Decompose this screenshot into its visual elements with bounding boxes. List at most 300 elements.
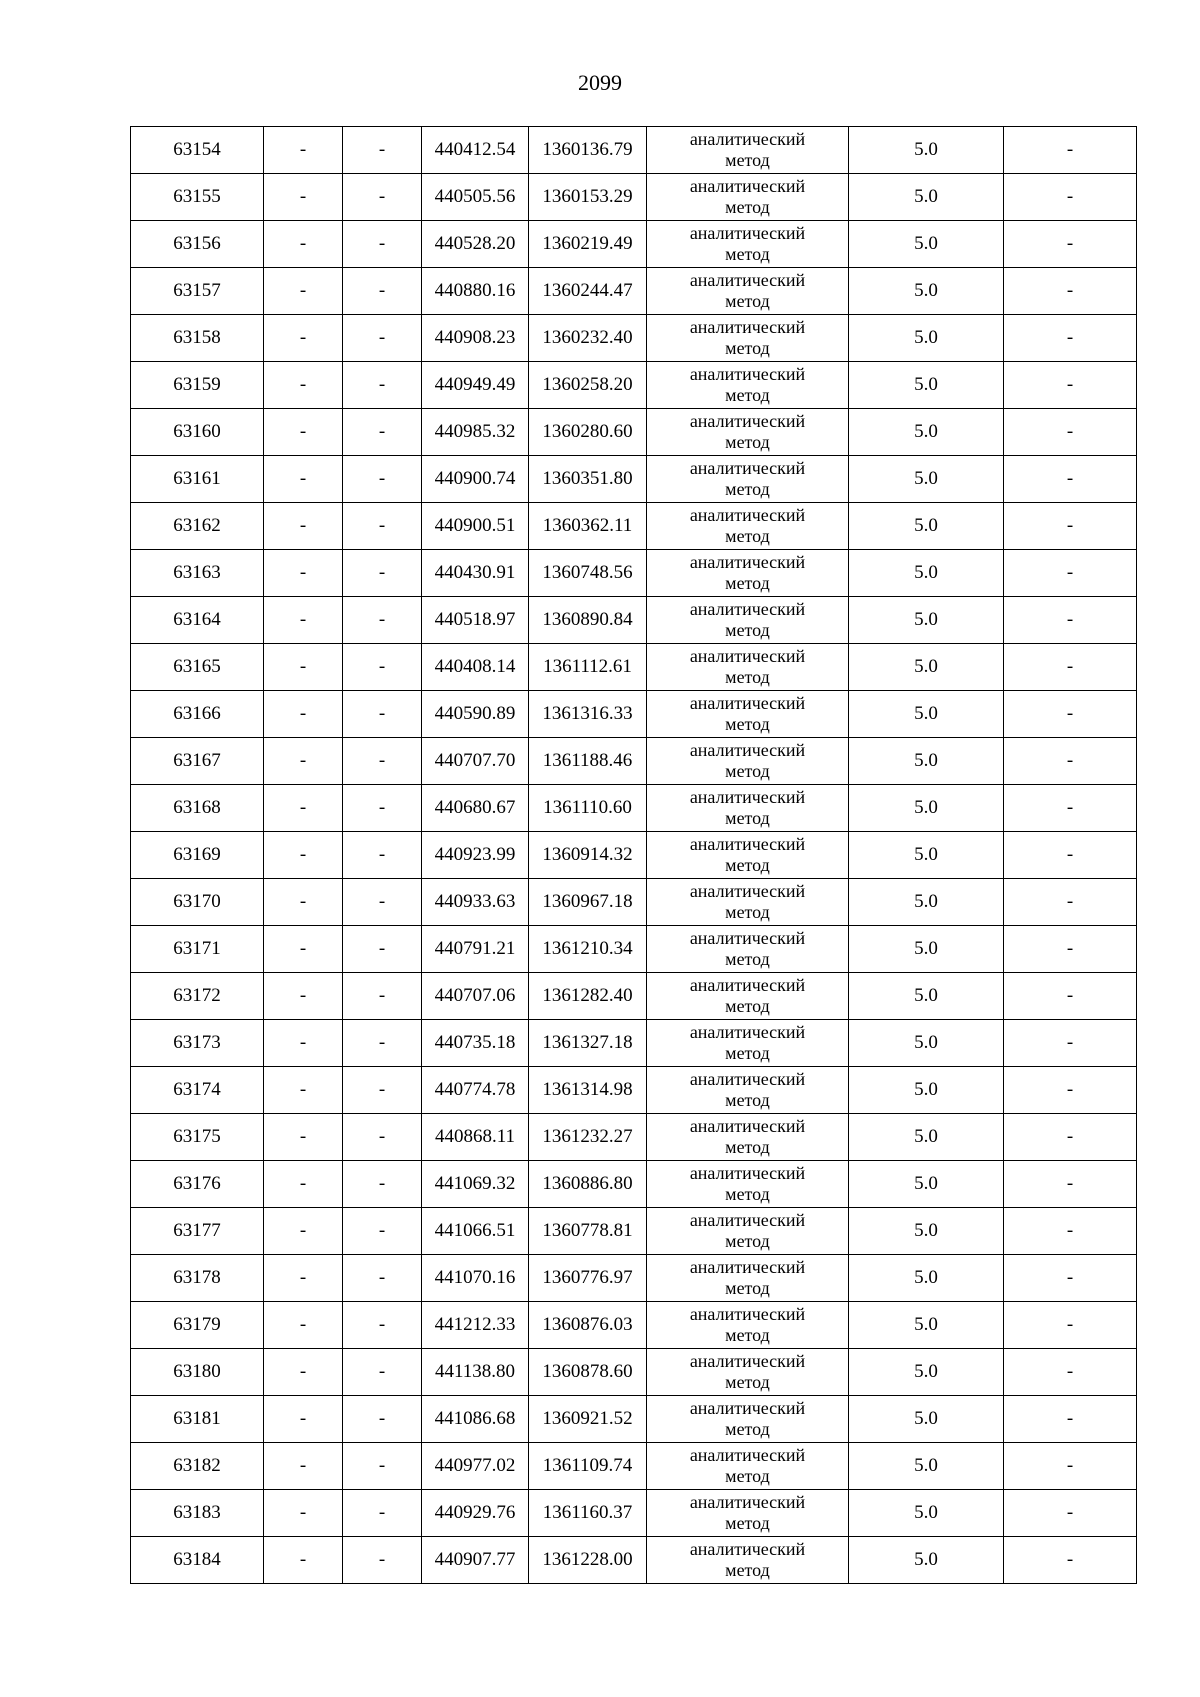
table-row: [131, 644, 1137, 691]
empty-value-cell: -: [264, 1114, 343, 1161]
table-row: [131, 1396, 1137, 1443]
method-cell: [647, 315, 849, 362]
coordinates-table: [130, 126, 1137, 1584]
empty-value-cell: -: [264, 456, 343, 503]
empty-value-cell: -: [264, 221, 343, 268]
accuracy-cell: 5.0: [849, 1490, 1004, 1537]
method-cell: [647, 127, 849, 174]
table-row: [131, 926, 1137, 973]
method-line-1: аналитический: [689, 1257, 806, 1277]
point-id-cell: 63166: [131, 691, 264, 738]
y-coordinate-cell: 1361314.98: [529, 1067, 647, 1114]
method-cell: [647, 456, 849, 503]
accuracy-cell: 5.0: [849, 926, 1004, 973]
empty-value-cell: -: [264, 362, 343, 409]
point-id-cell: 63173: [131, 1020, 264, 1067]
empty-value-cell: -: [1004, 691, 1137, 738]
empty-value-cell: -: [264, 268, 343, 315]
empty-value-cell: -: [343, 1255, 422, 1302]
y-coordinate-cell: 1360153.29: [529, 174, 647, 221]
empty-value-cell: -: [1004, 268, 1137, 315]
accuracy-cell: 5.0: [849, 691, 1004, 738]
table-row: [131, 1302, 1137, 1349]
method-cell: [647, 550, 849, 597]
method-line-2: метод: [725, 855, 770, 875]
y-coordinate-cell: 1361109.74: [529, 1443, 647, 1490]
accuracy-cell: 5.0: [849, 597, 1004, 644]
empty-value-cell: -: [1004, 1161, 1137, 1208]
accuracy-cell: 5.0: [849, 1349, 1004, 1396]
empty-value-cell: -: [264, 973, 343, 1020]
empty-value-cell: -: [264, 550, 343, 597]
table-row: [131, 1443, 1137, 1490]
table-row: [131, 785, 1137, 832]
accuracy-cell: 5.0: [849, 973, 1004, 1020]
accuracy-cell: 5.0: [849, 268, 1004, 315]
accuracy-cell: 5.0: [849, 1114, 1004, 1161]
x-coordinate-cell: 440528.20: [422, 221, 529, 268]
empty-value-cell: -: [343, 1396, 422, 1443]
x-coordinate-cell: 440505.56: [422, 174, 529, 221]
accuracy-cell: 5.0: [849, 409, 1004, 456]
empty-value-cell: -: [343, 926, 422, 973]
point-id-cell: 63163: [131, 550, 264, 597]
empty-value-cell: -: [1004, 832, 1137, 879]
method-line-2: метод: [725, 197, 770, 217]
method-line-2: метод: [725, 1090, 770, 1110]
empty-value-cell: -: [1004, 456, 1137, 503]
empty-value-cell: -: [1004, 1349, 1137, 1396]
y-coordinate-cell: 1360748.56: [529, 550, 647, 597]
empty-value-cell: -: [264, 832, 343, 879]
method-line-1: аналитический: [689, 552, 806, 572]
method-line-1: аналитический: [689, 176, 806, 196]
x-coordinate-cell: 440774.78: [422, 1067, 529, 1114]
empty-value-cell: -: [343, 1067, 422, 1114]
x-coordinate-cell: 441138.80: [422, 1349, 529, 1396]
y-coordinate-cell: 1361210.34: [529, 926, 647, 973]
point-id-cell: 63174: [131, 1067, 264, 1114]
method-cell: [647, 738, 849, 785]
empty-value-cell: -: [343, 362, 422, 409]
empty-value-cell: -: [1004, 127, 1137, 174]
table-row: [131, 1255, 1137, 1302]
point-id-cell: 63181: [131, 1396, 264, 1443]
point-id-cell: 63175: [131, 1114, 264, 1161]
method-line-2: метод: [725, 1419, 770, 1439]
x-coordinate-cell: 441212.33: [422, 1302, 529, 1349]
point-id-cell: 63178: [131, 1255, 264, 1302]
accuracy-cell: 5.0: [849, 503, 1004, 550]
empty-value-cell: -: [264, 1020, 343, 1067]
y-coordinate-cell: 1360219.49: [529, 221, 647, 268]
table-row: [131, 973, 1137, 1020]
x-coordinate-cell: 440929.76: [422, 1490, 529, 1537]
empty-value-cell: -: [343, 221, 422, 268]
table-row: [131, 1067, 1137, 1114]
method-line-1: аналитический: [689, 505, 806, 525]
y-coordinate-cell: 1360136.79: [529, 127, 647, 174]
method-line-1: аналитический: [689, 223, 806, 243]
accuracy-cell: 5.0: [849, 738, 1004, 785]
empty-value-cell: -: [264, 1255, 343, 1302]
method-cell: [647, 1020, 849, 1067]
method-line-2: метод: [725, 1513, 770, 1533]
point-id-cell: 63177: [131, 1208, 264, 1255]
table-row: [131, 127, 1137, 174]
method-line-1: аналитический: [689, 599, 806, 619]
table-row: [131, 174, 1137, 221]
empty-value-cell: -: [264, 409, 343, 456]
empty-value-cell: -: [1004, 1302, 1137, 1349]
table-row: [131, 832, 1137, 879]
method-line-2: метод: [725, 526, 770, 546]
empty-value-cell: -: [1004, 879, 1137, 926]
point-id-cell: 63169: [131, 832, 264, 879]
x-coordinate-cell: 440949.49: [422, 362, 529, 409]
method-cell: [647, 926, 849, 973]
method-line-1: аналитический: [689, 1069, 806, 1089]
accuracy-cell: 5.0: [849, 879, 1004, 926]
accuracy-cell: 5.0: [849, 456, 1004, 503]
method-line-2: метод: [725, 1560, 770, 1580]
point-id-cell: 63160: [131, 409, 264, 456]
method-cell: [647, 1208, 849, 1255]
table-row: [131, 1161, 1137, 1208]
table-row: [131, 315, 1137, 362]
method-line-1: аналитический: [689, 270, 806, 290]
method-cell: [647, 268, 849, 315]
empty-value-cell: -: [343, 1490, 422, 1537]
x-coordinate-cell: 440900.74: [422, 456, 529, 503]
x-coordinate-cell: 440868.11: [422, 1114, 529, 1161]
point-id-cell: 63157: [131, 268, 264, 315]
point-id-cell: 63162: [131, 503, 264, 550]
empty-value-cell: -: [343, 691, 422, 738]
point-id-cell: 63168: [131, 785, 264, 832]
table-row: [131, 268, 1137, 315]
empty-value-cell: -: [343, 1537, 422, 1584]
empty-value-cell: -: [1004, 973, 1137, 1020]
x-coordinate-cell: 440791.21: [422, 926, 529, 973]
empty-value-cell: -: [343, 268, 422, 315]
empty-value-cell: -: [264, 691, 343, 738]
y-coordinate-cell: 1360890.84: [529, 597, 647, 644]
method-line-2: метод: [725, 808, 770, 828]
method-cell: [647, 362, 849, 409]
method-line-2: метод: [725, 338, 770, 358]
empty-value-cell: -: [343, 644, 422, 691]
empty-value-cell: -: [1004, 597, 1137, 644]
empty-value-cell: -: [264, 926, 343, 973]
x-coordinate-cell: 440900.51: [422, 503, 529, 550]
method-line-1: аналитический: [689, 881, 806, 901]
empty-value-cell: -: [343, 1208, 422, 1255]
accuracy-cell: 5.0: [849, 1302, 1004, 1349]
method-line-1: аналитический: [689, 1116, 806, 1136]
accuracy-cell: 5.0: [849, 1161, 1004, 1208]
empty-value-cell: -: [264, 1537, 343, 1584]
empty-value-cell: -: [343, 597, 422, 644]
method-line-2: метод: [725, 432, 770, 452]
method-cell: [647, 879, 849, 926]
accuracy-cell: 5.0: [849, 315, 1004, 362]
method-line-1: аналитический: [689, 1398, 806, 1418]
table-row: [131, 879, 1137, 926]
empty-value-cell: -: [343, 1443, 422, 1490]
y-coordinate-cell: 1361327.18: [529, 1020, 647, 1067]
empty-value-cell: -: [343, 550, 422, 597]
empty-value-cell: -: [264, 1396, 343, 1443]
y-coordinate-cell: 1360362.11: [529, 503, 647, 550]
method-line-2: метод: [725, 996, 770, 1016]
method-cell: [647, 1349, 849, 1396]
accuracy-cell: 5.0: [849, 1396, 1004, 1443]
point-id-cell: 63176: [131, 1161, 264, 1208]
point-id-cell: 63184: [131, 1537, 264, 1584]
method-line-1: аналитический: [689, 928, 806, 948]
y-coordinate-cell: 1360258.20: [529, 362, 647, 409]
empty-value-cell: -: [1004, 362, 1137, 409]
empty-value-cell: -: [264, 597, 343, 644]
method-line-2: метод: [725, 761, 770, 781]
y-coordinate-cell: 1361232.27: [529, 1114, 647, 1161]
accuracy-cell: 5.0: [849, 1537, 1004, 1584]
accuracy-cell: 5.0: [849, 832, 1004, 879]
empty-value-cell: -: [264, 127, 343, 174]
accuracy-cell: 5.0: [849, 362, 1004, 409]
point-id-cell: 63183: [131, 1490, 264, 1537]
empty-value-cell: -: [264, 1302, 343, 1349]
y-coordinate-cell: 1361228.00: [529, 1537, 647, 1584]
empty-value-cell: -: [264, 1161, 343, 1208]
x-coordinate-cell: 440985.32: [422, 409, 529, 456]
empty-value-cell: -: [343, 1302, 422, 1349]
method-line-1: аналитический: [689, 1539, 806, 1559]
method-cell: [647, 1255, 849, 1302]
method-line-2: метод: [725, 1137, 770, 1157]
method-line-2: метод: [725, 1184, 770, 1204]
table-row: [131, 221, 1137, 268]
method-line-1: аналитический: [689, 129, 806, 149]
accuracy-cell: 5.0: [849, 1067, 1004, 1114]
x-coordinate-cell: 440933.63: [422, 879, 529, 926]
method-line-1: аналитический: [689, 834, 806, 854]
table-row: [131, 1349, 1137, 1396]
empty-value-cell: -: [264, 1349, 343, 1396]
x-coordinate-cell: 440680.67: [422, 785, 529, 832]
point-id-cell: 63156: [131, 221, 264, 268]
empty-value-cell: -: [264, 738, 343, 785]
x-coordinate-cell: 440590.89: [422, 691, 529, 738]
method-cell: [647, 503, 849, 550]
table-row: [131, 362, 1137, 409]
empty-value-cell: -: [1004, 644, 1137, 691]
method-cell: [647, 973, 849, 1020]
method-line-1: аналитический: [689, 458, 806, 478]
accuracy-cell: 5.0: [849, 1443, 1004, 1490]
table-row: [131, 597, 1137, 644]
accuracy-cell: 5.0: [849, 785, 1004, 832]
empty-value-cell: -: [264, 315, 343, 362]
table-row: [131, 738, 1137, 785]
accuracy-cell: 5.0: [849, 127, 1004, 174]
empty-value-cell: -: [343, 879, 422, 926]
empty-value-cell: -: [343, 1349, 422, 1396]
empty-value-cell: -: [343, 503, 422, 550]
empty-value-cell: -: [1004, 1443, 1137, 1490]
method-line-1: аналитический: [689, 740, 806, 760]
x-coordinate-cell: 440923.99: [422, 832, 529, 879]
point-id-cell: 63170: [131, 879, 264, 926]
method-line-1: аналитический: [689, 1445, 806, 1465]
empty-value-cell: -: [1004, 315, 1137, 362]
x-coordinate-cell: 440408.14: [422, 644, 529, 691]
table-body: [131, 127, 1137, 1584]
x-coordinate-cell: 441070.16: [422, 1255, 529, 1302]
empty-value-cell: -: [1004, 926, 1137, 973]
table-row: [131, 409, 1137, 456]
y-coordinate-cell: 1361112.61: [529, 644, 647, 691]
empty-value-cell: -: [1004, 1020, 1137, 1067]
method-cell: [647, 1302, 849, 1349]
method-line-1: аналитический: [689, 787, 806, 807]
method-line-2: метод: [725, 1372, 770, 1392]
method-line-2: метод: [725, 150, 770, 170]
x-coordinate-cell: 440707.06: [422, 973, 529, 1020]
empty-value-cell: -: [343, 409, 422, 456]
point-id-cell: 63161: [131, 456, 264, 503]
empty-value-cell: -: [264, 174, 343, 221]
empty-value-cell: -: [343, 127, 422, 174]
method-line-2: метод: [725, 479, 770, 499]
empty-value-cell: -: [343, 315, 422, 362]
point-id-cell: 63171: [131, 926, 264, 973]
point-id-cell: 63167: [131, 738, 264, 785]
method-line-1: аналитический: [689, 1210, 806, 1230]
empty-value-cell: -: [1004, 1490, 1137, 1537]
method-cell: [647, 785, 849, 832]
empty-value-cell: -: [1004, 550, 1137, 597]
method-line-1: аналитический: [689, 1492, 806, 1512]
table-row: [131, 1537, 1137, 1584]
y-coordinate-cell: 1361160.37: [529, 1490, 647, 1537]
x-coordinate-cell: 440412.54: [422, 127, 529, 174]
empty-value-cell: -: [264, 879, 343, 926]
empty-value-cell: -: [1004, 1208, 1137, 1255]
y-coordinate-cell: 1360878.60: [529, 1349, 647, 1396]
empty-value-cell: -: [343, 832, 422, 879]
method-cell: [647, 1114, 849, 1161]
empty-value-cell: -: [264, 644, 343, 691]
method-line-2: метод: [725, 949, 770, 969]
method-cell: [647, 597, 849, 644]
method-cell: [647, 1490, 849, 1537]
method-line-1: аналитический: [689, 1304, 806, 1324]
empty-value-cell: -: [1004, 174, 1137, 221]
page-number: 2099: [578, 70, 622, 95]
table-row: [131, 691, 1137, 738]
method-cell: [647, 221, 849, 268]
empty-value-cell: -: [343, 456, 422, 503]
point-id-cell: 63164: [131, 597, 264, 644]
empty-value-cell: -: [1004, 785, 1137, 832]
method-cell: [647, 644, 849, 691]
y-coordinate-cell: 1361110.60: [529, 785, 647, 832]
y-coordinate-cell: 1360776.97: [529, 1255, 647, 1302]
point-id-cell: 63154: [131, 127, 264, 174]
x-coordinate-cell: 440907.77: [422, 1537, 529, 1584]
point-id-cell: 63165: [131, 644, 264, 691]
x-coordinate-cell: 440977.02: [422, 1443, 529, 1490]
method-cell: [647, 1396, 849, 1443]
point-id-cell: 63155: [131, 174, 264, 221]
method-line-1: аналитический: [689, 1351, 806, 1371]
y-coordinate-cell: 1360232.40: [529, 315, 647, 362]
point-id-cell: 63158: [131, 315, 264, 362]
x-coordinate-cell: 440880.16: [422, 268, 529, 315]
y-coordinate-cell: 1360351.80: [529, 456, 647, 503]
method-cell: [647, 1443, 849, 1490]
y-coordinate-cell: 1361316.33: [529, 691, 647, 738]
empty-value-cell: -: [1004, 1255, 1137, 1302]
x-coordinate-cell: 441069.32: [422, 1161, 529, 1208]
y-coordinate-cell: 1360914.32: [529, 832, 647, 879]
empty-value-cell: -: [1004, 1114, 1137, 1161]
table-row: [131, 503, 1137, 550]
empty-value-cell: -: [343, 1020, 422, 1067]
method-line-2: метод: [725, 902, 770, 922]
method-cell: [647, 1161, 849, 1208]
method-line-2: метод: [725, 1278, 770, 1298]
x-coordinate-cell: 441066.51: [422, 1208, 529, 1255]
x-coordinate-cell: 440707.70: [422, 738, 529, 785]
empty-value-cell: -: [264, 1067, 343, 1114]
empty-value-cell: -: [343, 785, 422, 832]
empty-value-cell: -: [343, 973, 422, 1020]
y-coordinate-cell: 1360886.80: [529, 1161, 647, 1208]
point-id-cell: 63180: [131, 1349, 264, 1396]
method-cell: [647, 691, 849, 738]
method-line-1: аналитический: [689, 975, 806, 995]
empty-value-cell: -: [1004, 1537, 1137, 1584]
y-coordinate-cell: 1360280.60: [529, 409, 647, 456]
method-line-2: метод: [725, 385, 770, 405]
method-line-2: метод: [725, 291, 770, 311]
point-id-cell: 63172: [131, 973, 264, 1020]
empty-value-cell: -: [343, 1161, 422, 1208]
table-row: [131, 1490, 1137, 1537]
accuracy-cell: 5.0: [849, 221, 1004, 268]
empty-value-cell: -: [343, 738, 422, 785]
empty-value-cell: -: [343, 174, 422, 221]
method-line-2: метод: [725, 573, 770, 593]
y-coordinate-cell: 1360967.18: [529, 879, 647, 926]
y-coordinate-cell: 1361188.46: [529, 738, 647, 785]
method-line-1: аналитический: [689, 646, 806, 666]
y-coordinate-cell: 1361282.40: [529, 973, 647, 1020]
accuracy-cell: 5.0: [849, 1020, 1004, 1067]
y-coordinate-cell: 1360244.47: [529, 268, 647, 315]
empty-value-cell: -: [343, 1114, 422, 1161]
method-cell: [647, 1537, 849, 1584]
method-line-1: аналитический: [689, 1022, 806, 1042]
y-coordinate-cell: 1360876.03: [529, 1302, 647, 1349]
method-line-1: аналитический: [689, 364, 806, 384]
empty-value-cell: -: [264, 1208, 343, 1255]
method-line-2: метод: [725, 1043, 770, 1063]
empty-value-cell: -: [1004, 1067, 1137, 1114]
